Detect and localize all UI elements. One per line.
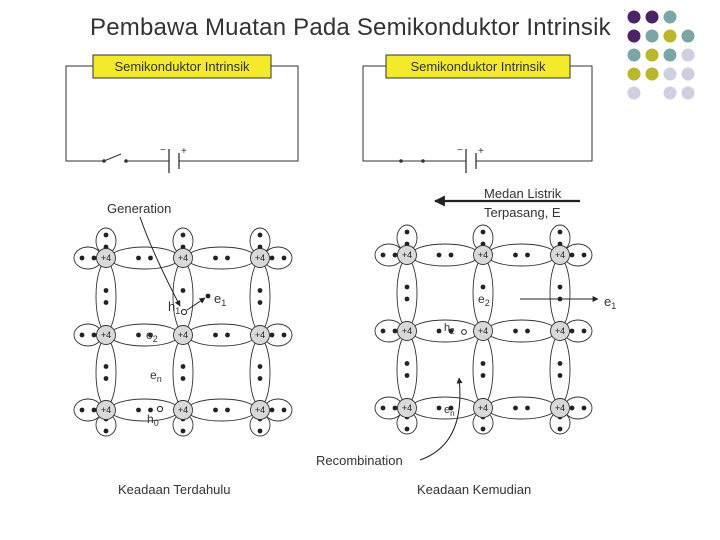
bond-electron (258, 364, 263, 369)
nucleus-charge-label: +4 (477, 250, 489, 261)
nucleus-charge-label: +4 (554, 250, 566, 261)
covalent-bond (250, 339, 270, 406)
covalent-bond (487, 244, 556, 266)
covalent-bond (187, 247, 256, 269)
corner-dot (628, 30, 641, 43)
nucleus-charge-label: +4 (254, 253, 266, 264)
bond-electron (181, 288, 186, 293)
right-caption: Keadaan Kemudian (417, 482, 532, 497)
bond-electron (104, 233, 109, 238)
bond-electron (282, 256, 287, 261)
bond-electron (213, 333, 218, 338)
recombination-label: Recombination (316, 453, 403, 468)
nucleus-charge-label: +4 (177, 253, 189, 264)
nucleus-charge-label: +4 (401, 326, 413, 337)
nucleus-charge-label: +4 (254, 405, 266, 416)
bond-electron (381, 406, 386, 411)
covalent-bond (96, 339, 116, 406)
hole-h1 (181, 309, 186, 314)
right-battery-minus: − (457, 145, 463, 156)
covalent-bond (110, 247, 179, 269)
corner-dot (628, 49, 641, 62)
e1-motion-arrow (187, 298, 205, 310)
bond-electron (225, 256, 230, 261)
bond-electron (481, 373, 486, 378)
bond-electron (525, 253, 530, 258)
nucleus-charge-label: +4 (554, 403, 566, 414)
covalent-bond (110, 399, 179, 421)
bond-electron (405, 297, 410, 302)
bond-electron (104, 376, 109, 381)
bond-electron (225, 408, 230, 413)
right-e2-label: $e_2$ (478, 292, 490, 308)
bond-electron (258, 429, 263, 434)
bond-electron (437, 329, 442, 334)
bond-electron (558, 427, 563, 432)
bond-electron (181, 364, 186, 369)
corner-dot (664, 87, 677, 100)
bond-electron (558, 285, 563, 290)
bond-electron (570, 329, 575, 334)
bond-electron (80, 256, 85, 261)
right-box-label: Semikonduktor Intrinsik (410, 59, 546, 74)
bond-electron (148, 256, 153, 261)
bond-electron (558, 361, 563, 366)
covalent-bond (250, 262, 270, 331)
bond-electron (213, 408, 218, 413)
bond-electron (381, 253, 386, 258)
right-en-label: $e_n$ (444, 404, 455, 418)
bond-electron (393, 406, 398, 411)
corner-dot (628, 68, 641, 81)
bond-electron (181, 233, 186, 238)
bond-electron (525, 329, 530, 334)
covalent-bond (411, 244, 479, 266)
right-switch-contact (399, 159, 403, 163)
corner-dot (628, 87, 641, 100)
bond-electron (213, 256, 218, 261)
bond-electron (405, 361, 410, 366)
bond-electron (437, 406, 442, 411)
bond-electron (381, 329, 386, 334)
corner-dot (682, 49, 695, 62)
right-battery-plus: + (478, 146, 484, 157)
bond-electron (570, 253, 575, 258)
left-switch-contact (124, 159, 128, 163)
nucleus-charge-label: +4 (477, 326, 489, 337)
en-label: $e_n$ (150, 368, 162, 384)
covalent-bond (173, 262, 193, 331)
bond-electron (405, 427, 410, 432)
bond-electron (481, 285, 486, 290)
bond-electron (582, 406, 587, 411)
covalent-bond (550, 259, 570, 327)
bond-electron (258, 376, 263, 381)
bond-electron (449, 253, 454, 258)
covalent-bond (187, 324, 256, 346)
corner-dot (664, 49, 677, 62)
bond-electron (80, 333, 85, 338)
nucleus-charge-label: +4 (254, 330, 266, 341)
bond-electron (582, 253, 587, 258)
nucleus-charge-label: +4 (100, 405, 112, 416)
covalent-bond (487, 397, 556, 419)
bond-electron (92, 333, 97, 338)
bond-electron (282, 333, 287, 338)
covalent-bond (487, 320, 556, 342)
bond-electron (558, 373, 563, 378)
bond-electron (258, 288, 263, 293)
e1-label: $e_1$ (214, 291, 227, 308)
bond-electron (282, 408, 287, 413)
bond-electron (136, 256, 141, 261)
bond-electron (393, 253, 398, 258)
bond-electron (225, 333, 230, 338)
left-crystal-lattice (74, 228, 292, 436)
corner-dot (664, 30, 677, 43)
bond-electron (104, 288, 109, 293)
generation-label: Generation (107, 201, 172, 216)
left-battery-plus: + (181, 146, 187, 157)
corner-dot (682, 87, 695, 100)
bond-electron (481, 427, 486, 432)
bond-electron (104, 300, 109, 305)
nucleus-charge-label: +4 (554, 326, 566, 337)
corner-dot (682, 68, 695, 81)
bond-electron (181, 429, 186, 434)
right-crystal-lattice (375, 225, 592, 434)
nucleus-charge-label: +4 (100, 330, 112, 341)
corner-dot (628, 11, 641, 24)
bond-electron (437, 253, 442, 258)
right-h2-label: $h_2$ (444, 322, 455, 336)
nucleus-charge-label: +4 (177, 405, 189, 416)
bond-electron (582, 329, 587, 334)
electron-e1 (206, 294, 211, 299)
bond-electron (513, 253, 518, 258)
corner-dot-grid (628, 11, 695, 100)
covalent-bond (473, 335, 493, 404)
covalent-bond (550, 335, 570, 404)
bond-electron (558, 230, 563, 235)
corner-dot (646, 11, 659, 24)
bond-electron (481, 230, 486, 235)
bond-electron (270, 256, 275, 261)
right-e1-label: $e_1$ (604, 294, 617, 311)
e2-label: $e_2$ (146, 328, 158, 344)
h1-label: $h_1$ (168, 299, 181, 316)
corner-dot (664, 11, 677, 24)
bond-electron (270, 408, 275, 413)
bond-electron (393, 329, 398, 334)
left-battery-minus: − (160, 145, 166, 156)
bond-electron (181, 376, 186, 381)
hole-h2 (462, 330, 467, 335)
bond-electron (570, 406, 575, 411)
bond-electron (136, 333, 141, 338)
left-switch-contact (102, 159, 106, 163)
covalent-bond (96, 262, 116, 331)
field-label-line1: Medan Listrik (484, 186, 562, 201)
hole-h0 (157, 406, 162, 411)
bond-electron (258, 300, 263, 305)
bond-electron (405, 373, 410, 378)
nucleus-charge-label: +4 (100, 253, 112, 264)
left-box-label: Semikonduktor Intrinsik (114, 59, 250, 74)
nucleus-charge-label: +4 (177, 330, 189, 341)
bond-electron (92, 256, 97, 261)
corner-dot (646, 68, 659, 81)
nucleus-charge-label: +4 (401, 403, 413, 414)
covalent-bond (110, 324, 179, 346)
corner-dot (646, 49, 659, 62)
nucleus-charge-label: +4 (477, 403, 489, 414)
bond-electron (92, 408, 97, 413)
bond-electron (104, 429, 109, 434)
covalent-bond (397, 335, 417, 404)
left-caption: Keadaan Terdahulu (118, 482, 231, 497)
bond-electron (513, 329, 518, 334)
bond-electron (104, 364, 109, 369)
corner-tick: ' (624, 10, 626, 16)
covalent-bond (173, 339, 193, 406)
covalent-bond (397, 259, 417, 327)
bond-electron (405, 230, 410, 235)
bond-electron (270, 333, 275, 338)
bond-electron (258, 233, 263, 238)
bond-electron (513, 406, 518, 411)
covalent-bond (187, 399, 256, 421)
corner-dot (664, 68, 677, 81)
left-switch-blade (104, 154, 121, 161)
field-label-line2: Terpasang, E (484, 205, 561, 220)
right-switch-contact (421, 159, 425, 163)
bond-electron (80, 408, 85, 413)
slide-title: Pembawa Muatan Pada Semikonduktor Intrinsik (90, 14, 611, 41)
h0-label: $h_0$ (147, 412, 159, 428)
bond-electron (136, 408, 141, 413)
bond-electron (481, 361, 486, 366)
bond-electron (405, 285, 410, 290)
corner-dot (682, 30, 695, 43)
nucleus-charge-label: +4 (401, 250, 413, 261)
bond-electron (525, 406, 530, 411)
corner-dot (646, 30, 659, 43)
